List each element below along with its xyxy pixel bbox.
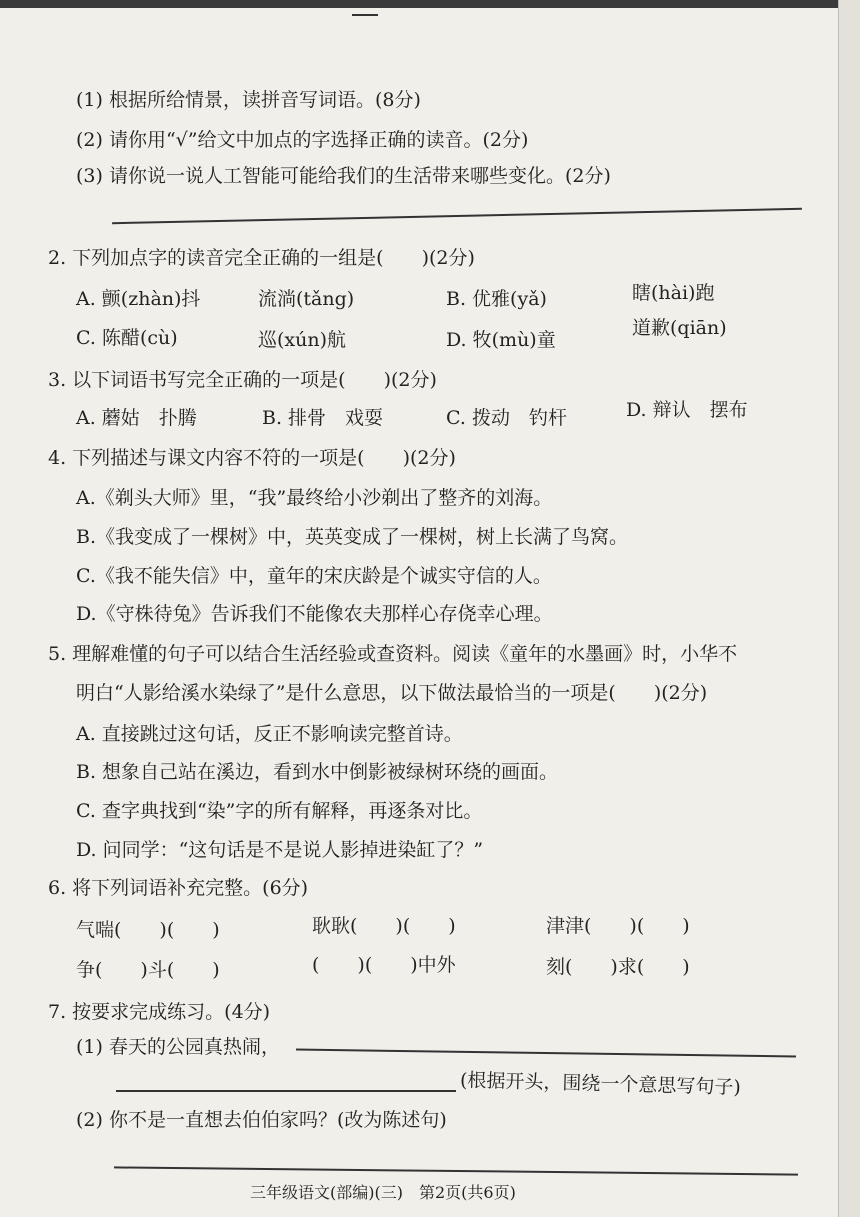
- q5-option-b: B. 想象自己站在溪边，看到水中倒影被绿树环绕的画面。: [76, 761, 559, 783]
- answer-line: [114, 1166, 798, 1175]
- q5-stem-line1: 5. 理解难懂的句子可以结合生活经验或查资料。阅读《童年的水墨画》时，小华不: [48, 643, 738, 665]
- q2-option-d1: D. 牧(mù)童: [446, 329, 556, 351]
- q4-option-c: C.《我不能失信》中，童年的宋庆龄是个诚实守信的人。: [76, 565, 552, 587]
- answer-line: [112, 208, 802, 224]
- q5-stem-line2: 明白“人影给溪水染绿了”是什么意思，以下做法最恰当的一项是( )(2分): [76, 682, 708, 704]
- q5-option-d: D. 问同学：“这句话是不是说人影掉进染缸了？”: [76, 839, 484, 861]
- q7-item-2: (2) 你不是一直想去伯伯家吗？(改为陈述句): [76, 1109, 447, 1131]
- top-mark: [352, 14, 378, 16]
- q6-item-6: 刻( )求( ): [546, 956, 690, 978]
- page-edge: [838, 0, 860, 1217]
- q6-item-3: 津津( )( ): [546, 915, 690, 937]
- q2-option-a1: A. 颤(zhàn)抖: [76, 288, 201, 310]
- q7-item-1: (1) 春天的公园真热闹，: [76, 1036, 280, 1058]
- q3-stem: 3. 以下词语书写完全正确的一项是( )(2分): [48, 369, 437, 391]
- q7-item-1-note: (根据开头，围绕一个意思写句子): [459, 1069, 742, 1099]
- q6-item-5: ( )( )中外: [312, 954, 456, 976]
- q3-option-a: A. 蘑姑 扑腾: [76, 407, 197, 429]
- q2-stem: 2. 下列加点字的读音完全正确的一组是( )(2分): [48, 247, 475, 269]
- answer-line: [296, 1049, 796, 1058]
- q2-option-a2: 流淌(tǎng): [258, 288, 355, 310]
- q3-option-c: C. 拨动 钓杆: [446, 407, 567, 429]
- q2-option-b1: B. 优雅(yǎ): [446, 288, 547, 310]
- q5-option-c: C. 查字典找到“染”字的所有解释，再逐条对比。: [76, 800, 483, 822]
- q6-item-2: 耿耿( )( ): [312, 915, 456, 937]
- q3-option-d: D. 辩认 摆布: [626, 399, 748, 421]
- answer-line: [116, 1090, 456, 1092]
- q4-option-d: D.《守株待兔》告诉我们不能像农夫那样心存侥幸心理。: [76, 603, 553, 625]
- q5-option-a: A. 直接跳过这句话，反正不影响读完整首诗。: [76, 723, 463, 745]
- sub-question-1: (1) 根据所给情景，读拼音写词语。(8分): [76, 89, 421, 111]
- q3-option-b: B. 排骨 戏耍: [262, 407, 384, 429]
- q2-option-c2: 巡(xún)航: [258, 329, 347, 351]
- q4-option-b: B.《我变成了一棵树》中，英英变成了一棵树，树上长满了鸟窝。: [76, 526, 629, 548]
- page-footer: 三年级语文(部编)(三) 第2页(共6页): [250, 1183, 516, 1202]
- q2-option-b2: 瞎(hài)跑: [632, 282, 715, 304]
- sub-question-2: (2) 请你用“√”给文中加点的字选择正确的读音。(2分): [76, 129, 529, 151]
- q6-item-1: 气喘( )( ): [76, 919, 220, 941]
- q4-stem: 4. 下列描述与课文内容不符的一项是( )(2分): [48, 447, 456, 469]
- top-shadow: [0, 0, 860, 8]
- sub-question-3: (3) 请你说一说人工智能可能给我们的生活带来哪些变化。(2分): [76, 165, 611, 187]
- q6-stem: 6. 将下列词语补充完整。(6分): [48, 877, 309, 899]
- q4-option-a: A.《剃头大师》里，“我”最终给小沙剃出了整齐的刘海。: [76, 487, 553, 509]
- q6-item-4: 争( )斗( ): [76, 959, 220, 981]
- q7-stem: 7. 按要求完成练习。(4分): [48, 1001, 271, 1023]
- q2-option-d2: 道歉(qiān): [632, 317, 727, 339]
- q2-option-c1: C. 陈醋(cù): [76, 327, 178, 349]
